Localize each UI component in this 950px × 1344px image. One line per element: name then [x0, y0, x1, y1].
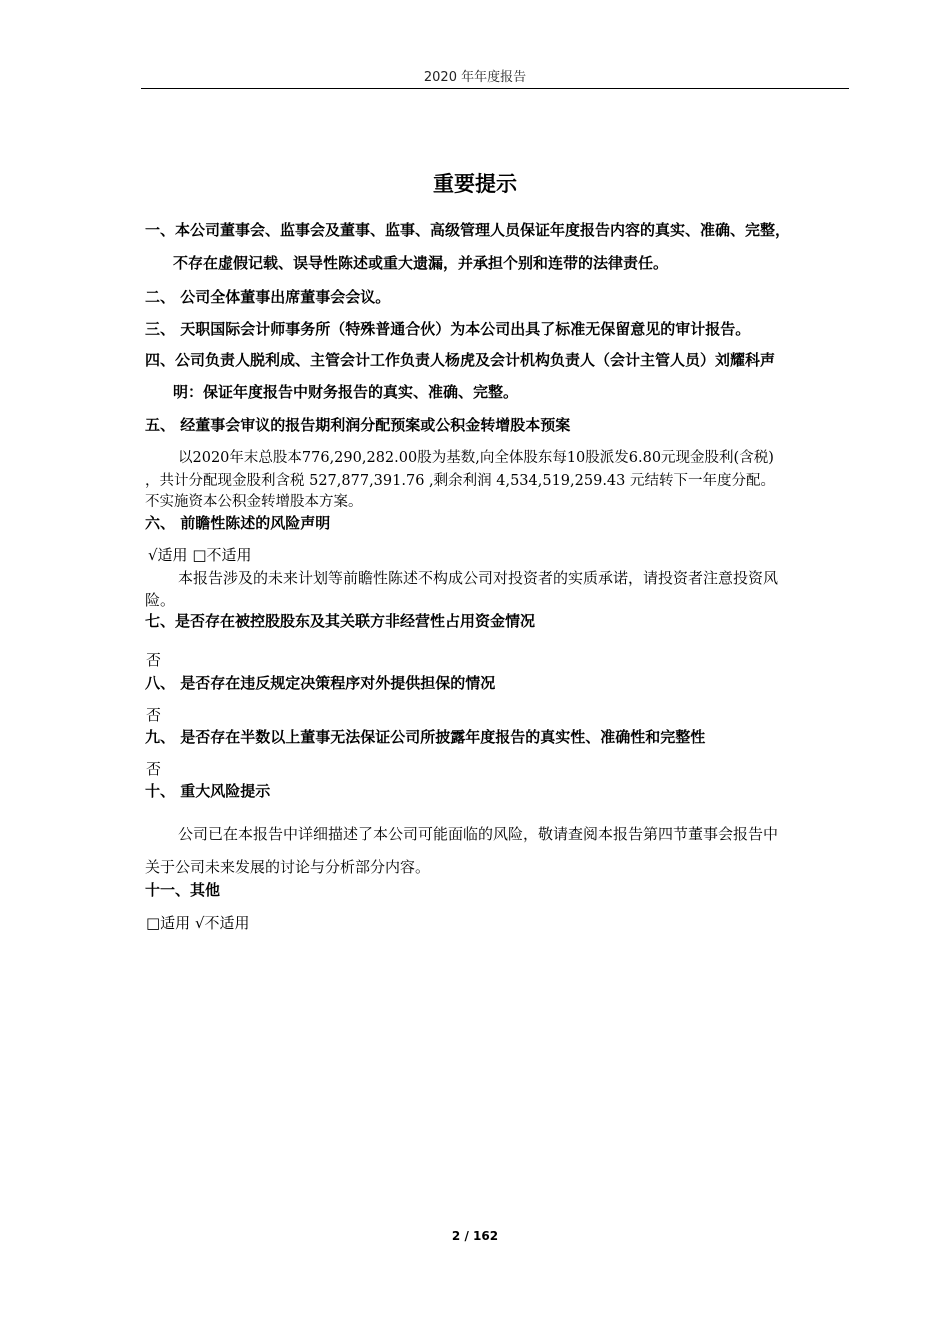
item-one-line1: 一、本公司董事会、监事会及董事、监事、高级管理人员保证年度报告内容的真实、准确、完整，	[145, 221, 791, 239]
item-five: 五、 经董事会审议的报告期利润分配预案或公积金转增股本预案	[145, 416, 571, 434]
nine-answer: 否	[146, 760, 162, 778]
ten-body-line1: 公司已在本报告中详细描述了本公司可能面临的风险，敬请查阅本报告第四节董事会报告中	[178, 825, 779, 843]
item-three: 三、 天职国际会计师事务所（特殊普通合伙）为本公司出具了标准无保留意见的审计报告。	[145, 320, 751, 338]
six-applicability: √适用 □不适用	[148, 546, 252, 564]
five-body-line3: 不实施资本公积金转增股本方案。	[145, 494, 363, 510]
eight-answer: 否	[146, 706, 162, 724]
five-body-line1: 以2020年末总股本776,290,282.00股为基数,向全体股东每10股派发6.80元现金股利(含税)	[178, 450, 774, 466]
item-eight: 八、 是否存在违反规定决策程序对外提供担保的情况	[145, 674, 496, 692]
running-header: 2020 年年度报告	[423, 70, 527, 85]
item-nine: 九、 是否存在半数以上董事无法保证公司所披露年度报告的真实性、准确性和完整性	[145, 728, 706, 746]
item-one-line2: 不存在虚假记载、误导性陈述或重大遗漏，并承担个别和连带的法律责任。	[173, 254, 669, 272]
ten-body-line2: 关于公司未来发展的讨论与分析部分内容。	[145, 858, 431, 876]
page-title: 重要提示	[433, 172, 517, 196]
header-divider	[141, 88, 849, 89]
item-eleven: 十一、其他	[145, 881, 221, 899]
item-four-line1: 四、公司负责人脱利成、主管会计工作负责人杨虎及会计机构负责人（会计主管人员）刘耀科声	[145, 351, 776, 369]
item-six: 六、 前瞻性陈述的风险声明	[145, 514, 331, 532]
item-two: 二、 公司全体董事出席董事会会议。	[145, 288, 391, 306]
seven-answer: 否	[146, 651, 162, 669]
five-body-line2: ，共计分配现金股利含税 527,877,391.76 ,剩余利润 4,534,519,259.43 元结转下一年度分配。	[145, 473, 775, 489]
eleven-applicability: □适用 √不适用	[146, 914, 250, 932]
six-body-line1: 本报告涉及的未来计划等前瞻性陈述不构成公司对投资者的实质承诺，请投资者注意投资风	[178, 569, 779, 587]
item-ten: 十、 重大风险提示	[145, 782, 271, 800]
six-body-line2: 险。	[145, 591, 176, 609]
item-seven: 七、是否存在被控股股东及其关联方非经营性占用资金情况	[145, 612, 536, 630]
page-number: 2 / 162	[451, 1229, 499, 1243]
item-four-line2: 明：保证年度报告中财务报告的真实、准确、完整。	[173, 383, 519, 401]
